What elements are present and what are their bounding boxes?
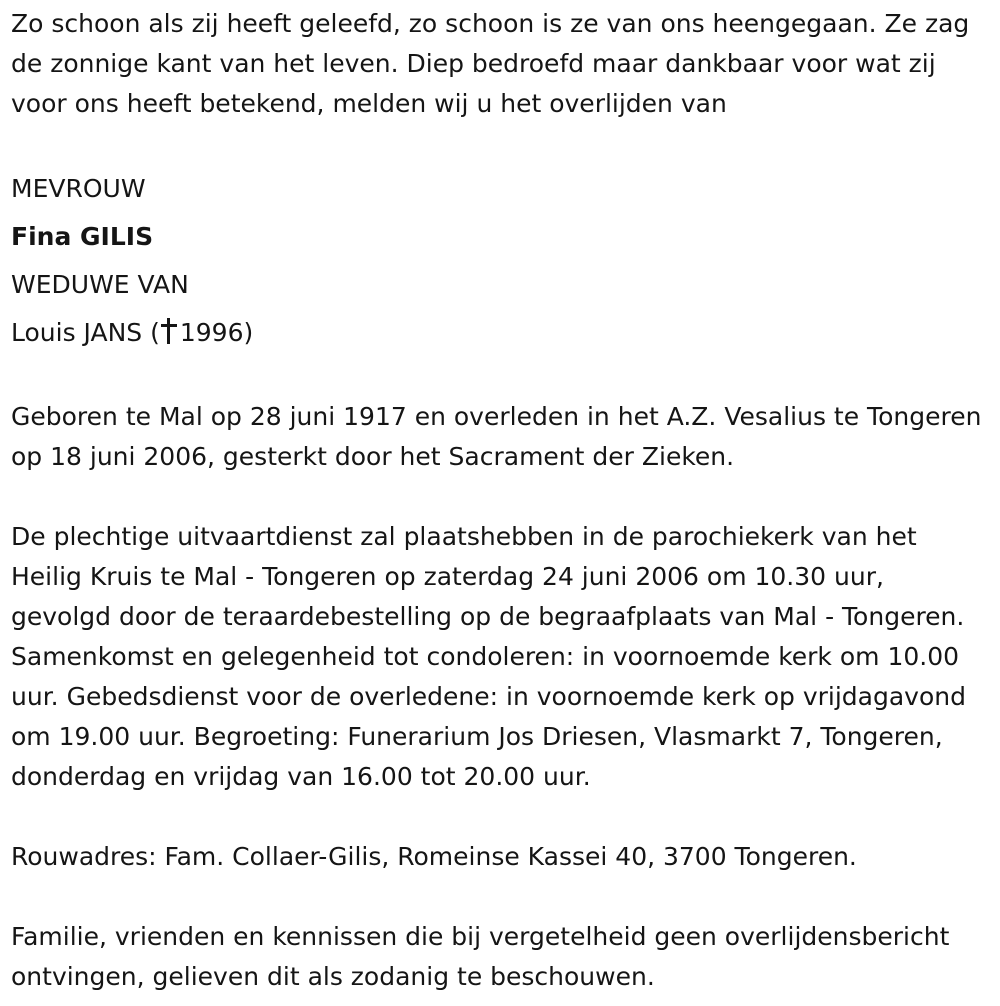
spacer bbox=[11, 357, 991, 397]
intro-paragraph: Zo schoon als zij heeft geleefd, zo schoon is ze van ons heengegaan. Ze zag de zonnige kant van het leven. Diep bedroefd maar dankbaar voor wat zij voor ons heeft betekend, melden wij u het overlijden van bbox=[11, 9, 970, 118]
deceased-block bbox=[11, 165, 991, 357]
deceased-title: MEVROUW bbox=[11, 174, 146, 203]
cross-icon bbox=[160, 318, 178, 344]
spacer bbox=[11, 877, 991, 917]
spouse-name: Louis JANS ( bbox=[11, 318, 160, 347]
birth-death-paragraph: Geboren te Mal op 28 juni 1917 en overleden in het A.Z. Vesalius te Tongeren op 18 juni 2006, gesterkt door het Sacrament der Zieken. bbox=[11, 402, 982, 471]
obituary-document bbox=[11, 4, 991, 997]
relation-label: WEDUWE VAN bbox=[11, 270, 189, 299]
spouse-death-year: 1996) bbox=[179, 318, 254, 347]
funeral-paragraph: De plechtige uitvaartdienst zal plaatshebben in de parochiekerk van het Heilig Kruis te Mal - Tongeren op zaterdag 24 juni 2006 om 10.30 uur, gevolgd door de teraardebestelling op de begraafplaats van Mal - Tongeren. Samenkomst en gelegenheid tot condoleren: in voornoemde kerk om 10.00 uur. Gebedsdienst voor de overledene: in voornoemde kerk op vrijdagavond om 19.00 uur. Begroeting: Funerarium Jos Driesen, Vlasmarkt 7, Tongeren, donderdag en vrijdag van 16.00 tot 20.00 uur. bbox=[11, 522, 966, 791]
closing-paragraph: Familie, vrienden en kennissen die bij vergetelheid geen overlijdensbericht ontvingen, gelieven dit als zodanig te beschouwen. bbox=[11, 922, 950, 991]
spacer bbox=[11, 797, 991, 837]
spouse-line bbox=[11, 309, 991, 357]
spacer bbox=[11, 124, 991, 164]
spacer bbox=[11, 477, 991, 517]
deceased-name: Fina GILIS bbox=[11, 222, 154, 251]
mourning-address: Rouwadres: Fam. Collaer-Gilis, Romeinse Kassei 40, 3700 Tongeren. bbox=[11, 842, 857, 871]
